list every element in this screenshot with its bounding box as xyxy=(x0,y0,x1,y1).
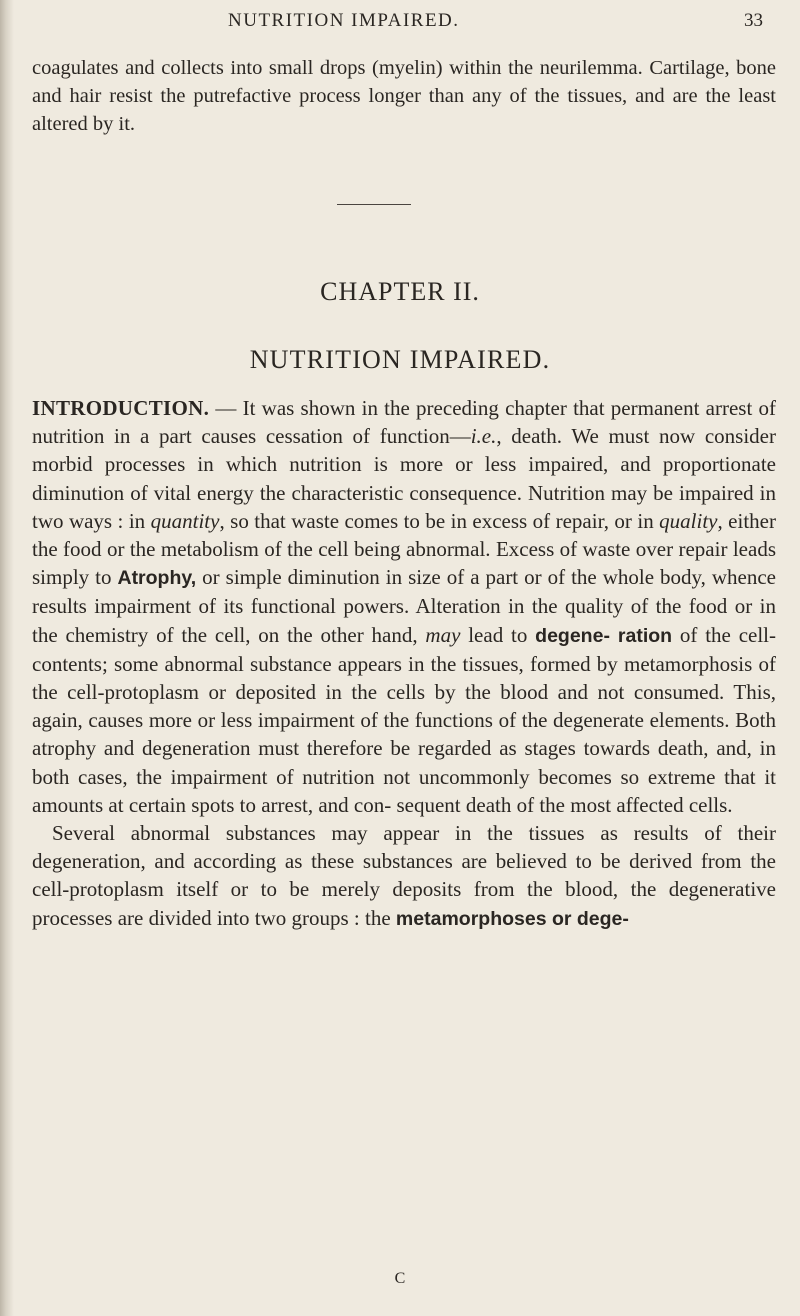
intro-text-5: or simple diminution in size of a part or of the whole body, whence results impairment of its functional powers. Alteration in the quality of the food or in the chemistry of the cell, on the other hand, xyxy=(32,565,776,647)
metamorphoses-term: metamorphoses or dege- xyxy=(395,907,629,930)
intro-text-4: , either the food or the metabolism of the cell being abnormal. Excess of waste over repair leads simply to xyxy=(32,508,776,590)
may-term: may xyxy=(425,622,461,647)
intro-text-1: It was shown in the preceding chapter that permanent arrest of nutrition in a part causes cessation of function— xyxy=(32,396,777,449)
chapter-title: NUTRITION IMPAIRED. xyxy=(249,345,551,374)
page-number: 33 xyxy=(744,10,763,31)
signature-mark: C xyxy=(394,1270,406,1287)
chapter-number: CHAPTER II. xyxy=(320,277,480,306)
continuation-paragraph: coagulates and collects into small drops (myelin) within the neurilemma. Cartilage, bone and hair resist the putrefactive process longer than any of the tissues, and are the least altered by it. xyxy=(32,57,776,135)
chapter-body xyxy=(32,394,776,933)
section-divider xyxy=(337,204,411,205)
heading-dash: — xyxy=(209,396,243,420)
ie-abbrev: i.e. xyxy=(470,424,497,449)
running-title: NUTRITION IMPAIRED. xyxy=(228,10,460,31)
binding-shadow xyxy=(0,0,14,1316)
para2-text: Several abnormal substances may appear in the tissues as results of their degeneration, and according as these substances are believed to be derived from the cell-protoplasm itself or to be merely deposits from the blood, the degenerative processes are divided into two groups : the xyxy=(32,821,776,930)
intro-text-6: lead to xyxy=(460,622,536,647)
running-head xyxy=(0,10,800,40)
quantity-term: quantity xyxy=(150,508,220,533)
intro-text-7: of the cell-contents; some abnormal substance appears in the tissues, formed by metamorphosis of the cell-protoplasm or deposited in the cells by the blood and not consumed. This, again, causes more or less impairment of the functions of the degenerate elements. Both atrophy and degeneration must therefore be regarded as stages towards death, and, in both cases, the impairment of nutrition not uncommonly becomes so extreme that it amounts at certain spots to arrest, and con- sequent death of the most affected cells. xyxy=(32,622,776,817)
introduction-paragraph xyxy=(32,394,776,819)
degeneration-term: degene- ration xyxy=(535,624,673,647)
quality-term: quality xyxy=(659,508,718,533)
intro-text-2: , death. We must now consider morbid processes in which nutrition is more or less impaired, and proportionate diminution of vital energy the characteristic consequence. Nutrition may be impaired in two ways : in xyxy=(32,424,776,533)
atrophy-term: Atrophy, xyxy=(117,567,197,590)
second-paragraph xyxy=(32,819,776,933)
intro-text-3: , so that waste comes to be in excess of repair, or in xyxy=(219,508,660,533)
introduction-heading: INTRODUCTION. xyxy=(32,396,210,420)
